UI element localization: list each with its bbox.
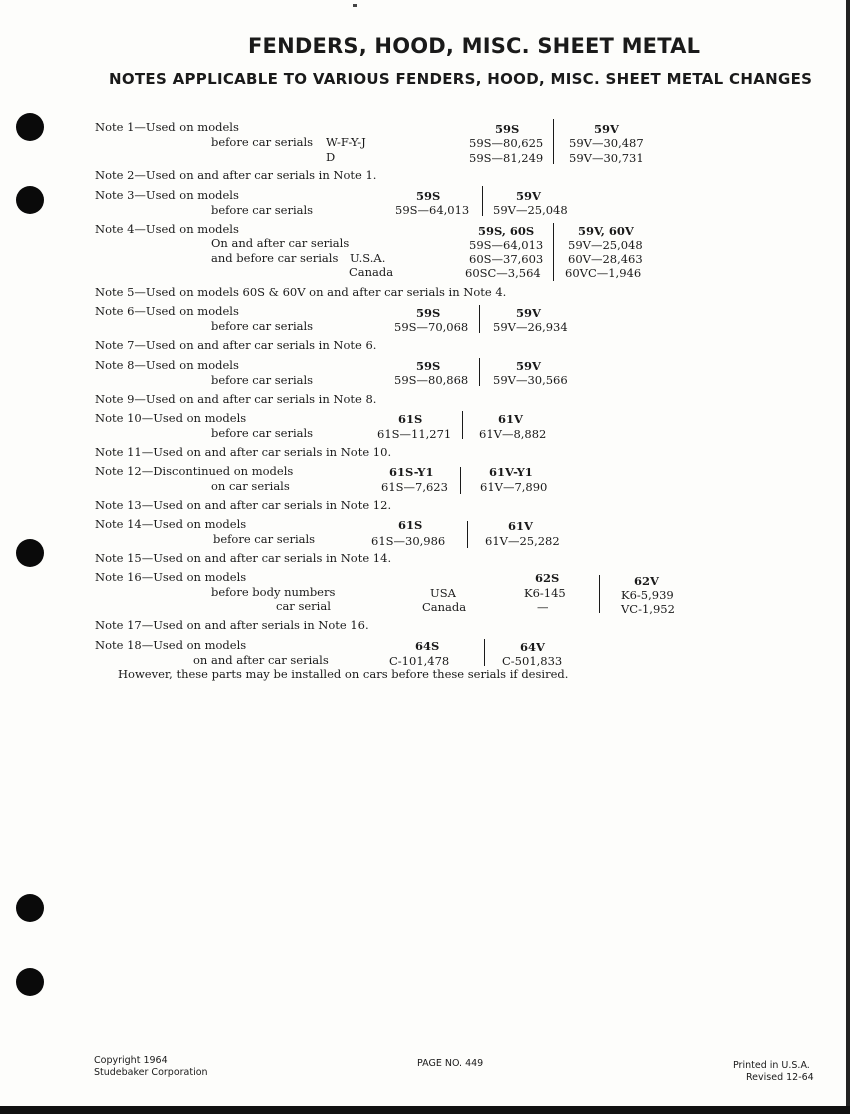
model-header: 59V (516, 359, 541, 373)
note-text: before car serials (211, 135, 314, 149)
copyright-line: Studebaker Corporation (94, 1067, 208, 1078)
note-label: Note 6—Used on models (95, 304, 239, 318)
region-label: Canada (422, 600, 467, 614)
note-text: before body numbers (211, 585, 336, 599)
page-bottom-edge (0, 1106, 850, 1114)
serial-value: 61V—8,882 (479, 427, 547, 441)
note-13: Note 13—Used on and after car serials in Note 12. (95, 498, 392, 512)
model-header: 61S-Y1 (389, 465, 434, 479)
note-label: Note 12—Discontinued on models (95, 464, 294, 478)
revised-line: Revised 12-64 (746, 1072, 814, 1083)
note-text: Canada (349, 265, 394, 279)
page-number: PAGE NO. 449 (417, 1058, 484, 1069)
note-label: Note 18—Used on models (95, 638, 247, 652)
serial-value: 59V—30,566 (493, 373, 568, 387)
column-divider (460, 467, 461, 494)
serial-value: C-101,478 (389, 654, 450, 668)
column-divider (462, 411, 463, 439)
column-divider (479, 305, 480, 333)
note-text: car serial (276, 599, 331, 613)
model-header: 61V (508, 519, 533, 533)
model-header: 61V-Y1 (489, 465, 533, 479)
serial-value: 59S—70,068 (394, 320, 469, 334)
note-9: Note 9—Used on and after car serials in Note 8. (95, 392, 377, 406)
serial-value: C-501,833 (502, 654, 563, 668)
model-header: 61S (398, 518, 423, 532)
serial-value: 59S—80,625 (469, 136, 544, 150)
serial-value: 59S—80,868 (394, 373, 469, 387)
note-text: before car serials (211, 426, 314, 440)
note-11: Note 11—Used on and after car serials in Note 10. (95, 445, 392, 459)
binder-hole (16, 894, 44, 922)
note-15: Note 15—Used on and after car serials in Note 14. (95, 551, 392, 565)
model-header: 59V (516, 306, 541, 320)
binder-hole (16, 968, 44, 996)
serial-value: 59V—26,934 (493, 320, 568, 334)
model-header: 64S (415, 639, 440, 653)
model-header: 59V, 60V (578, 224, 634, 238)
note-label: Note 8—Used on models (95, 358, 239, 372)
serial-value: 59S—64,013 (395, 203, 470, 217)
serial-value: 60S—37,603 (469, 252, 544, 266)
column-divider (553, 119, 554, 164)
serial-value: 59V—30,487 (569, 136, 644, 150)
serial-value: 61V—7,890 (480, 480, 548, 494)
model-header: 59S (416, 306, 441, 320)
column-divider (484, 639, 485, 666)
serial-value: VC-1,952 (621, 602, 675, 616)
note-text: on and after car serials (193, 653, 329, 667)
serial-value: 61S—11,271 (377, 427, 452, 441)
serial-value: 61V—25,282 (485, 534, 560, 548)
note-text: on car serials (211, 479, 290, 493)
column-divider (599, 575, 600, 613)
note-label: Note 10—Used on models (95, 411, 247, 425)
scan-mark (353, 4, 357, 7)
serial-value: 59S—64,013 (469, 238, 544, 252)
note-label: Note 1—Used on models (95, 120, 239, 134)
model-header: 59S (416, 359, 441, 373)
column-divider (553, 223, 554, 281)
serial-value: 59V—30,731 (569, 151, 644, 165)
note-text: On and after car serials (211, 236, 350, 250)
serial-value: 60V—28,463 (568, 252, 643, 266)
note-label: Note 3—Used on models (95, 188, 239, 202)
model-header: 59S (495, 122, 520, 136)
model-header: 64V (520, 640, 545, 654)
model-header: 59V (594, 122, 619, 136)
note-text: D (326, 150, 336, 164)
serial-value: — (537, 600, 549, 614)
serial-value: K6-5,939 (621, 588, 674, 602)
serial-value: 59V—25,048 (493, 203, 568, 217)
region-label: USA (430, 586, 456, 600)
note-label: Note 4—Used on models (95, 222, 239, 236)
note-5: Note 5—Used on models 60S & 60V on and after car serials in Note 4. (95, 285, 507, 299)
model-header: 62V (634, 574, 659, 588)
note-text: before car serials (213, 532, 316, 546)
note-text: W-F-Y-J (326, 135, 366, 149)
serial-value: 59V—25,048 (568, 238, 643, 252)
note-17: Note 17—Used on and after serials in Note 16. (95, 618, 369, 632)
note-text: before car serials (211, 373, 314, 387)
binder-hole (16, 113, 44, 141)
note-7: Note 7—Used on and after car serials in Note 6. (95, 338, 377, 352)
page-title: FENDERS, HOOD, MISC. SHEET METAL (248, 34, 701, 58)
note-text: before car serials (211, 203, 314, 217)
serial-value: 61S—30,986 (371, 534, 446, 548)
printed-line: Printed in U.S.A. (733, 1060, 810, 1071)
note-2: Note 2—Used on and after car serials in Note 1. (95, 168, 377, 182)
model-header: 59S, 60S (478, 224, 535, 238)
serial-value: 61S—7,623 (381, 480, 448, 494)
note-text: and before car serials (211, 251, 339, 265)
page-subtitle: NOTES APPLICABLE TO VARIOUS FENDERS, HOOD, MISC. SHEET METAL CHANGES (109, 70, 813, 88)
note-text: U.S.A. (350, 251, 386, 265)
note-text: before car serials (211, 319, 314, 333)
binder-hole (16, 539, 44, 567)
note-label: Note 16—Used on models (95, 570, 247, 584)
model-header: 61S (398, 412, 423, 426)
model-header: 59V (516, 189, 541, 203)
serial-value: 59S—81,249 (469, 151, 544, 165)
column-divider (467, 521, 468, 548)
model-header: 59S (416, 189, 441, 203)
serial-value: 60VC—1,946 (565, 266, 642, 280)
binder-hole (16, 186, 44, 214)
column-divider (479, 358, 480, 386)
page-edge (846, 0, 850, 1114)
note-text: However, these parts may be installed on cars before these serials if desired. (118, 667, 569, 681)
serial-value: K6-145 (524, 586, 566, 600)
serial-value: 60SC—3,564 (465, 266, 541, 280)
copyright-line: Copyright 1964 (94, 1055, 168, 1066)
model-header: 62S (535, 571, 560, 585)
note-label: Note 14—Used on models (95, 517, 247, 531)
column-divider (482, 186, 483, 216)
model-header: 61V (498, 412, 523, 426)
